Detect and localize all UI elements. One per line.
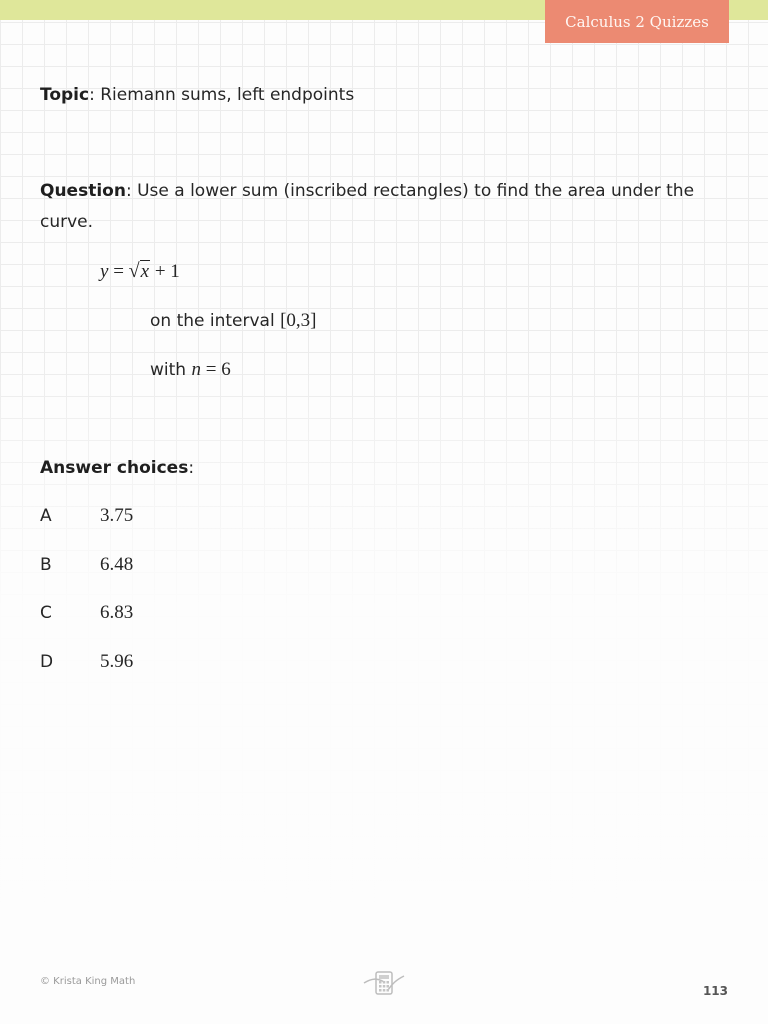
topic-label: Topic [40, 85, 90, 105]
n-value: = 6 [205, 359, 231, 380]
radical-sign: √ [128, 260, 140, 282]
choice-c-letter: C [40, 603, 52, 623]
equation-rest: + 1 [154, 261, 180, 282]
question-label: Question [40, 181, 126, 201]
choice-d-value: 5.96 [100, 651, 134, 672]
question-text-continued: curve. [40, 212, 94, 232]
choice-a-value: 3.75 [100, 505, 134, 526]
n-variable: n [191, 359, 201, 380]
copyright: © Krista King Math [40, 976, 136, 987]
topic-line [40, 80, 354, 110]
topic-text: : Riemann sums, left endpoints [89, 85, 355, 105]
question-line-1 [40, 176, 694, 206]
choice-b-value: 6.48 [100, 554, 134, 575]
equation-equals: = [113, 261, 124, 282]
interval-line [150, 306, 317, 336]
calculator-feather-icon [360, 966, 408, 996]
page-number: 113 [702, 984, 728, 998]
answer-choices-label: Answer choices [40, 458, 189, 478]
choice-b-letter: B [40, 555, 52, 575]
n-line [150, 355, 231, 385]
answer-choices-heading: Answer choices: [40, 458, 195, 478]
choice-c-value: 6.83 [100, 602, 134, 623]
equation-lhs: y [100, 261, 109, 282]
radicand: x [140, 261, 150, 282]
section-tab: Calculus 2 Quizzes [545, 0, 729, 43]
choice-d-letter: D [40, 652, 54, 672]
equation [100, 256, 180, 287]
question-line-2 [40, 207, 93, 237]
interval-value: [0,3] [280, 310, 317, 331]
square-root [129, 256, 150, 287]
choice-a-letter: A [40, 506, 52, 526]
n-prefix: with [150, 360, 187, 380]
question-text: : Use a lower sum (inscribed rectangles) to find the area under the [125, 181, 695, 201]
interval-prefix: on the interval [150, 311, 275, 331]
